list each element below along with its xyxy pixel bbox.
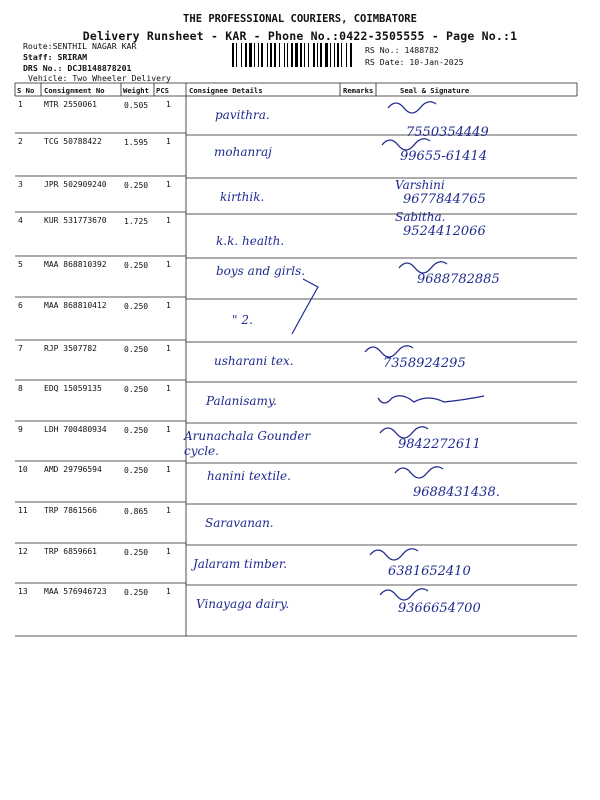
row-pcs: 1 — [166, 465, 171, 474]
row-pcs: 1 — [166, 547, 171, 556]
row-consignee: hanini textile. — [207, 469, 291, 483]
row-signature-phone: 9842272611 — [398, 437, 481, 452]
row-consignee: " 2. — [232, 313, 253, 327]
row-sno: 3 — [18, 180, 23, 189]
row-signature-phone: 6381652410 — [388, 564, 471, 579]
row-weight: 0.250 — [124, 385, 149, 394]
col-header-consignee: Consignee Details — [189, 86, 263, 95]
signature-scribble — [370, 549, 418, 560]
row-consignment-no: KUR 531773670 — [44, 216, 107, 225]
rs-no-label: RS No.: — [365, 45, 400, 55]
col-header-consignment: Consignment No — [44, 86, 105, 95]
signature-scribble — [378, 396, 484, 403]
col-header-pcs: PCS — [156, 86, 169, 95]
row-consignment-no: MAA 576946723 — [44, 587, 107, 596]
row-consignment-no: TRP 6859661 — [44, 547, 97, 556]
row-consignment-no: EDQ 15059135 — [44, 384, 102, 393]
row-consignment-no: MAA 868810412 — [44, 301, 107, 310]
row-signature-phone: 9688431438. — [413, 485, 500, 500]
vehicle-label: Vehicle: — [28, 73, 68, 83]
row-sno: 10 — [18, 465, 28, 474]
col-header-sno: S No — [17, 86, 35, 95]
row-weight: 0.250 — [124, 181, 149, 190]
row-weight: 0.865 — [124, 507, 149, 516]
row-consignment-no: LDH 700480934 — [44, 425, 107, 434]
row-pcs: 1 — [166, 425, 171, 434]
row-sno: 1 — [18, 100, 23, 109]
row-weight: 0.250 — [124, 426, 149, 435]
row-pcs: 1 — [166, 301, 171, 310]
col-header-weight: Weight — [123, 86, 149, 95]
row-consignee: k.k. health. — [216, 234, 285, 248]
company-title: THE PROFESSIONAL COURIERS, COIMBATORE — [183, 13, 417, 25]
row-sno: 5 — [18, 260, 23, 269]
row-signature-name: Sabitha. — [395, 210, 446, 224]
row-consignment-no: JPR 502909240 — [44, 180, 107, 189]
row-consignment-no: AMD 29796594 — [44, 465, 102, 474]
signature-scribble — [380, 589, 428, 600]
row-sno: 11 — [18, 506, 28, 515]
row-sno: 12 — [18, 547, 28, 556]
row-signature-phone: 7358924295 — [383, 356, 466, 371]
staff-label: Staff: — [23, 52, 53, 62]
row-signature-phone: 9688782885 — [417, 272, 500, 287]
row-sno: 2 — [18, 137, 23, 146]
row-pcs: 1 — [166, 260, 171, 269]
drs-label: DRS No.: — [23, 63, 63, 73]
signature-scribble — [395, 467, 443, 478]
row-pcs: 1 — [166, 137, 171, 146]
row-signature-phone: 9366654700 — [398, 601, 481, 616]
row-signature-phone: 9677844765 — [403, 192, 486, 207]
row-weight: 1.595 — [124, 138, 149, 147]
row-pcs: 1 — [166, 587, 171, 596]
row-sno: 4 — [18, 216, 23, 225]
col-header-remarks: Remarks — [343, 86, 374, 95]
row-weight: 0.250 — [124, 261, 149, 270]
rs-no-value: 1488782 — [404, 45, 439, 55]
row-signature-phone: 99655-61414 — [400, 149, 488, 164]
row-weight: 0.505 — [124, 101, 149, 110]
row-pcs: 1 — [166, 216, 171, 225]
runsheet-subtitle: Delivery Runsheet - KAR - Phone No.:0422-3505555 - Page No.:1 — [82, 29, 518, 43]
row-weight: 1.725 — [124, 217, 149, 226]
route-label: Route: — [23, 41, 53, 51]
row-consignment-no: MTR 2550061 — [44, 100, 97, 109]
row-sno: 9 — [18, 425, 23, 434]
row-consignee: Jalaram timber. — [193, 557, 288, 571]
row-consignment-no: TRP 7861566 — [44, 506, 97, 515]
row-consignee: pavithra. — [215, 108, 270, 122]
row-consignee: boys and girls. — [216, 264, 306, 278]
row-signature-phone: 7550354449 — [406, 125, 489, 140]
row-consignee: mohanraj — [214, 145, 272, 159]
route-value: SENTHIL NAGAR KAR — [52, 41, 137, 51]
row-pcs: 1 — [166, 180, 171, 189]
drs-value: DCJB148878201 — [67, 63, 132, 73]
rs-date-value: 10-Jan-2025 — [409, 57, 464, 67]
row-weight: 0.250 — [124, 302, 149, 311]
row-weight: 0.250 — [124, 588, 149, 597]
row-sno: 7 — [18, 344, 23, 353]
row-consignment-no: RJP 3507782 — [44, 344, 97, 353]
row-consignee: Palanisamy. — [206, 394, 277, 408]
row-pcs: 1 — [166, 100, 171, 109]
row-consignee: Arunachala Gounder cycle. — [184, 429, 311, 458]
row-weight: 0.250 — [124, 548, 149, 557]
rs-date-label: RS Date: — [365, 57, 405, 67]
row-sno: 8 — [18, 384, 23, 393]
staff-value: SRIRAM — [57, 52, 88, 62]
row-pcs: 1 — [166, 344, 171, 353]
row-signature-phone: 9524412066 — [403, 224, 486, 239]
signature-scribble — [388, 102, 436, 113]
row-pcs: 1 — [166, 384, 171, 393]
row-sno: 6 — [18, 301, 23, 310]
row-signature-name: Varshini — [395, 178, 445, 192]
row-weight: 0.250 — [124, 345, 149, 354]
row-consignee: Vinayaga dairy. — [196, 597, 290, 611]
col-header-seal: Seal & Signature — [400, 86, 470, 95]
row-consignee: usharani tex. — [214, 354, 294, 368]
row-consignee: Saravanan. — [205, 516, 274, 530]
row-consignee: kirthik. — [220, 190, 265, 204]
row-consignment-no: TCG 50788422 — [44, 137, 102, 146]
row-sno: 13 — [18, 587, 28, 596]
row-consignment-no: MAA 868810392 — [44, 260, 107, 269]
row-pcs: 1 — [166, 506, 171, 515]
vehicle-value: Two Wheeler Delivery — [72, 73, 171, 83]
row-weight: 0.250 — [124, 466, 149, 475]
